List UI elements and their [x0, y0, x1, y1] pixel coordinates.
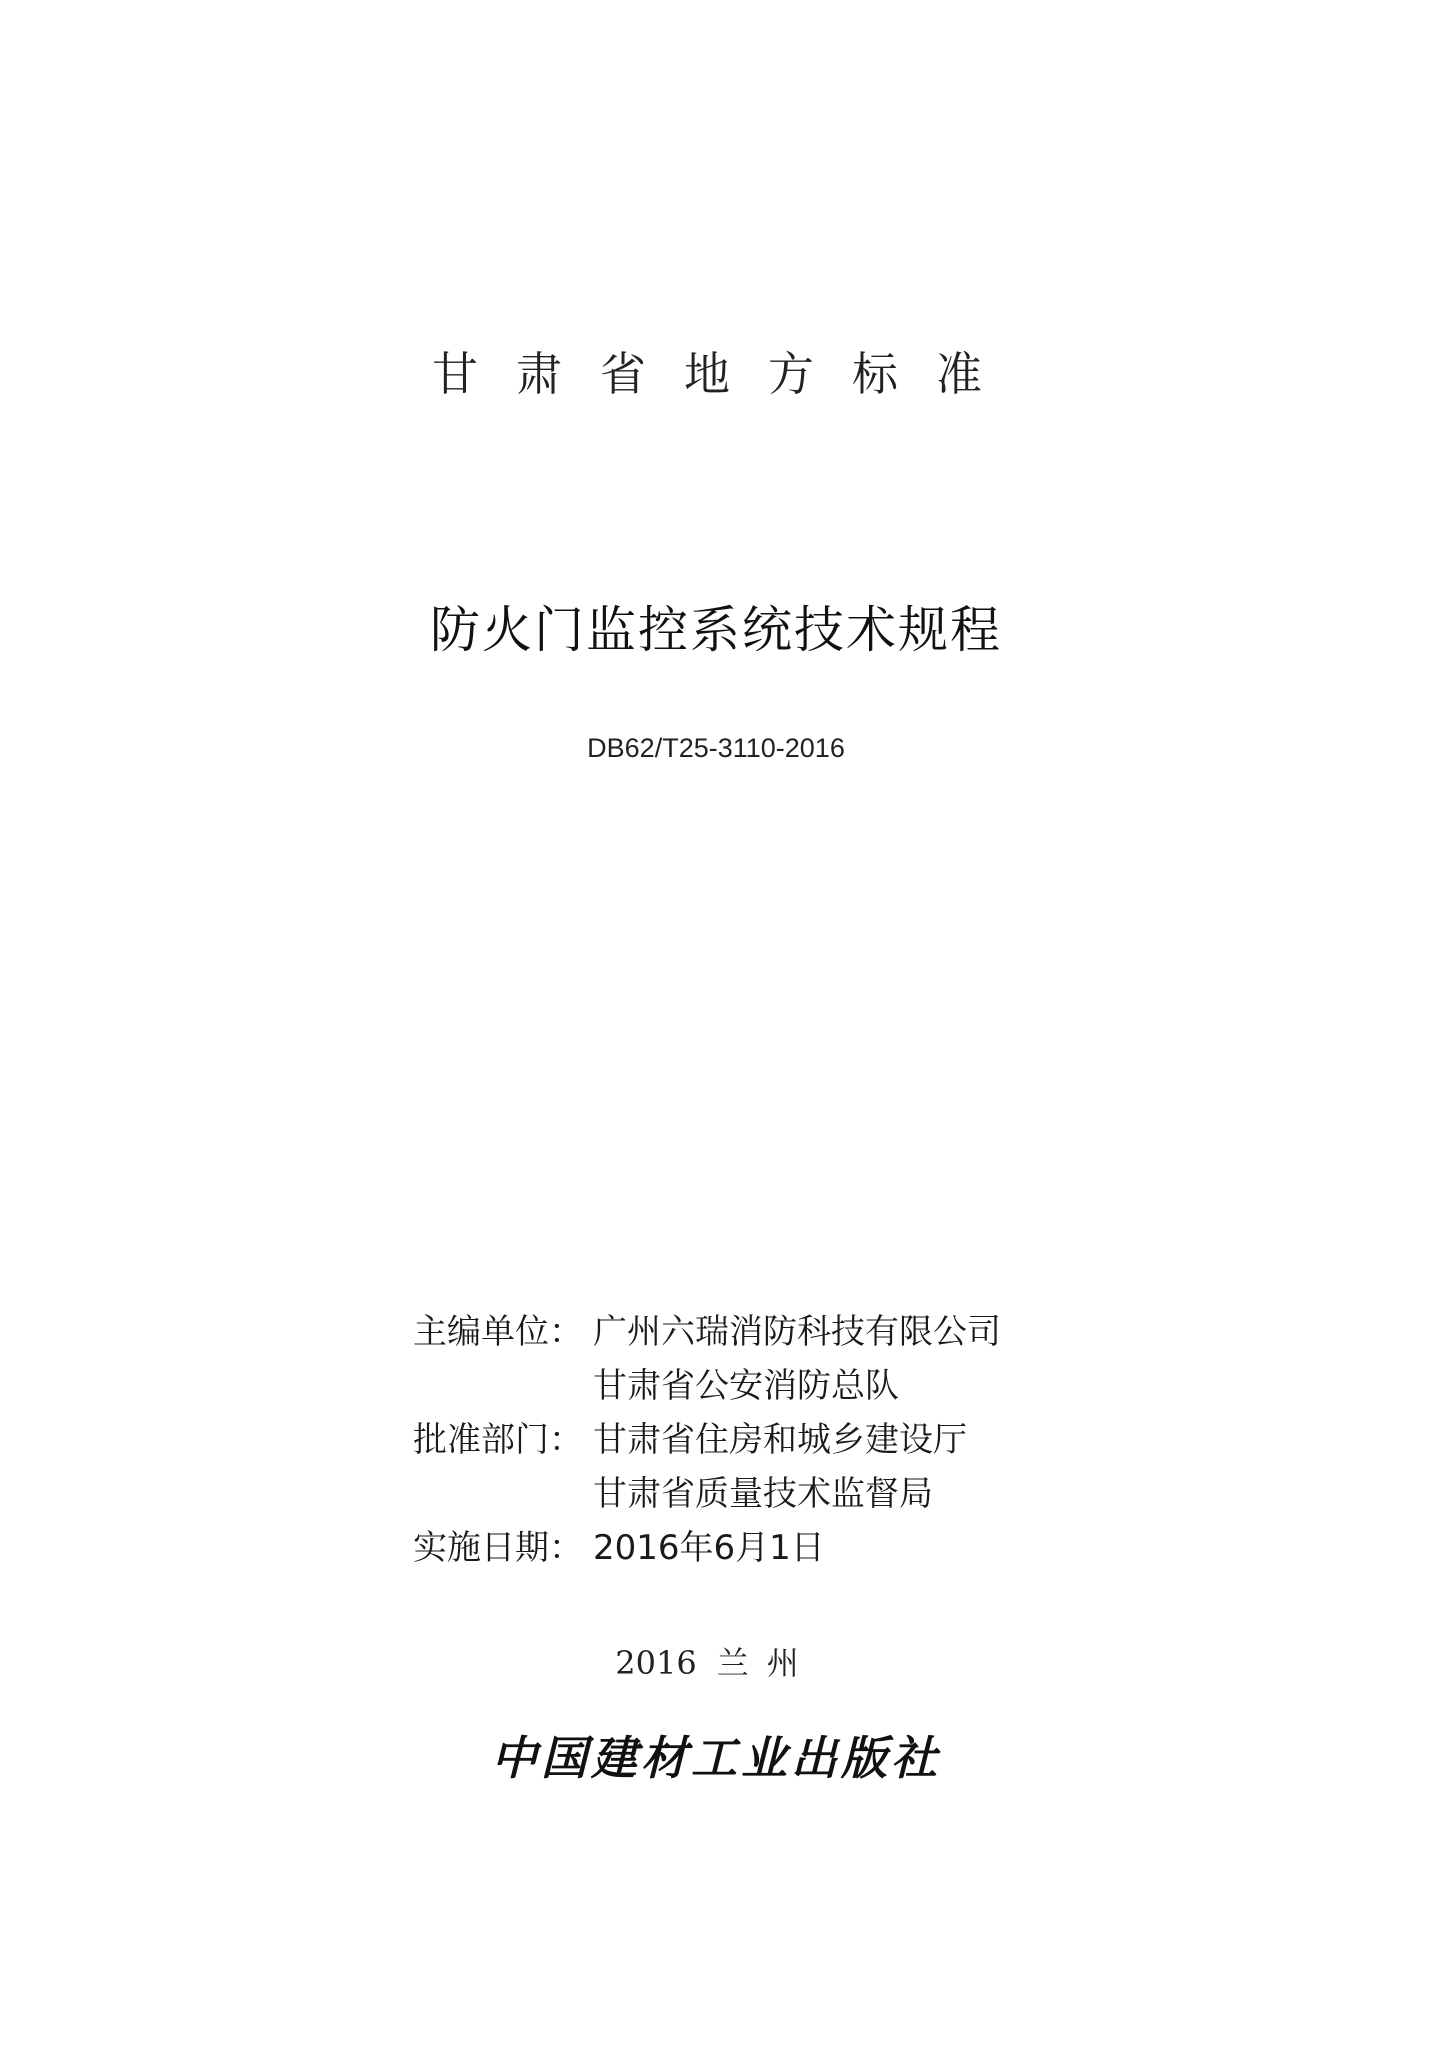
date-label: 实施日期： [413, 1528, 583, 1568]
imprint-year: 2016 [615, 1644, 697, 1682]
publisher-name: 中国建材工业出版社 [491, 1731, 941, 1785]
editor-label-spacer [413, 1359, 593, 1413]
info-block [413, 1305, 1001, 1575]
approver-row [413, 1413, 1001, 1467]
editor-row-2 [413, 1359, 1001, 1413]
approver-row-2 [413, 1467, 1001, 1521]
approver-dept-2: 甘肃省质量技术监督局 [593, 1474, 933, 1514]
editor-unit-2: 甘肃省公安消防总队 [593, 1366, 899, 1406]
series-title: 甘肃省地方标准 [432, 347, 1020, 401]
approver-label-spacer [413, 1467, 593, 1521]
editor-row [413, 1305, 1001, 1359]
approver-label: 批准部门： [413, 1420, 583, 1460]
imprint-line [0, 1638, 1432, 1684]
editor-label: 主编单位： [413, 1312, 583, 1352]
standard-code: DB62/T25-3110-2016 [587, 733, 845, 763]
approver-dept-1: 甘肃省住房和城乡建设厅 [593, 1420, 967, 1460]
editor-unit-1: 广州六瑞消防科技有限公司 [593, 1312, 1001, 1352]
document-title: 防火门监控系统技术规程 [430, 601, 1002, 659]
date-row [413, 1521, 1001, 1575]
imprint-city: 兰州 [716, 1644, 817, 1682]
implementation-date: 2016年6月1日 [593, 1528, 825, 1568]
